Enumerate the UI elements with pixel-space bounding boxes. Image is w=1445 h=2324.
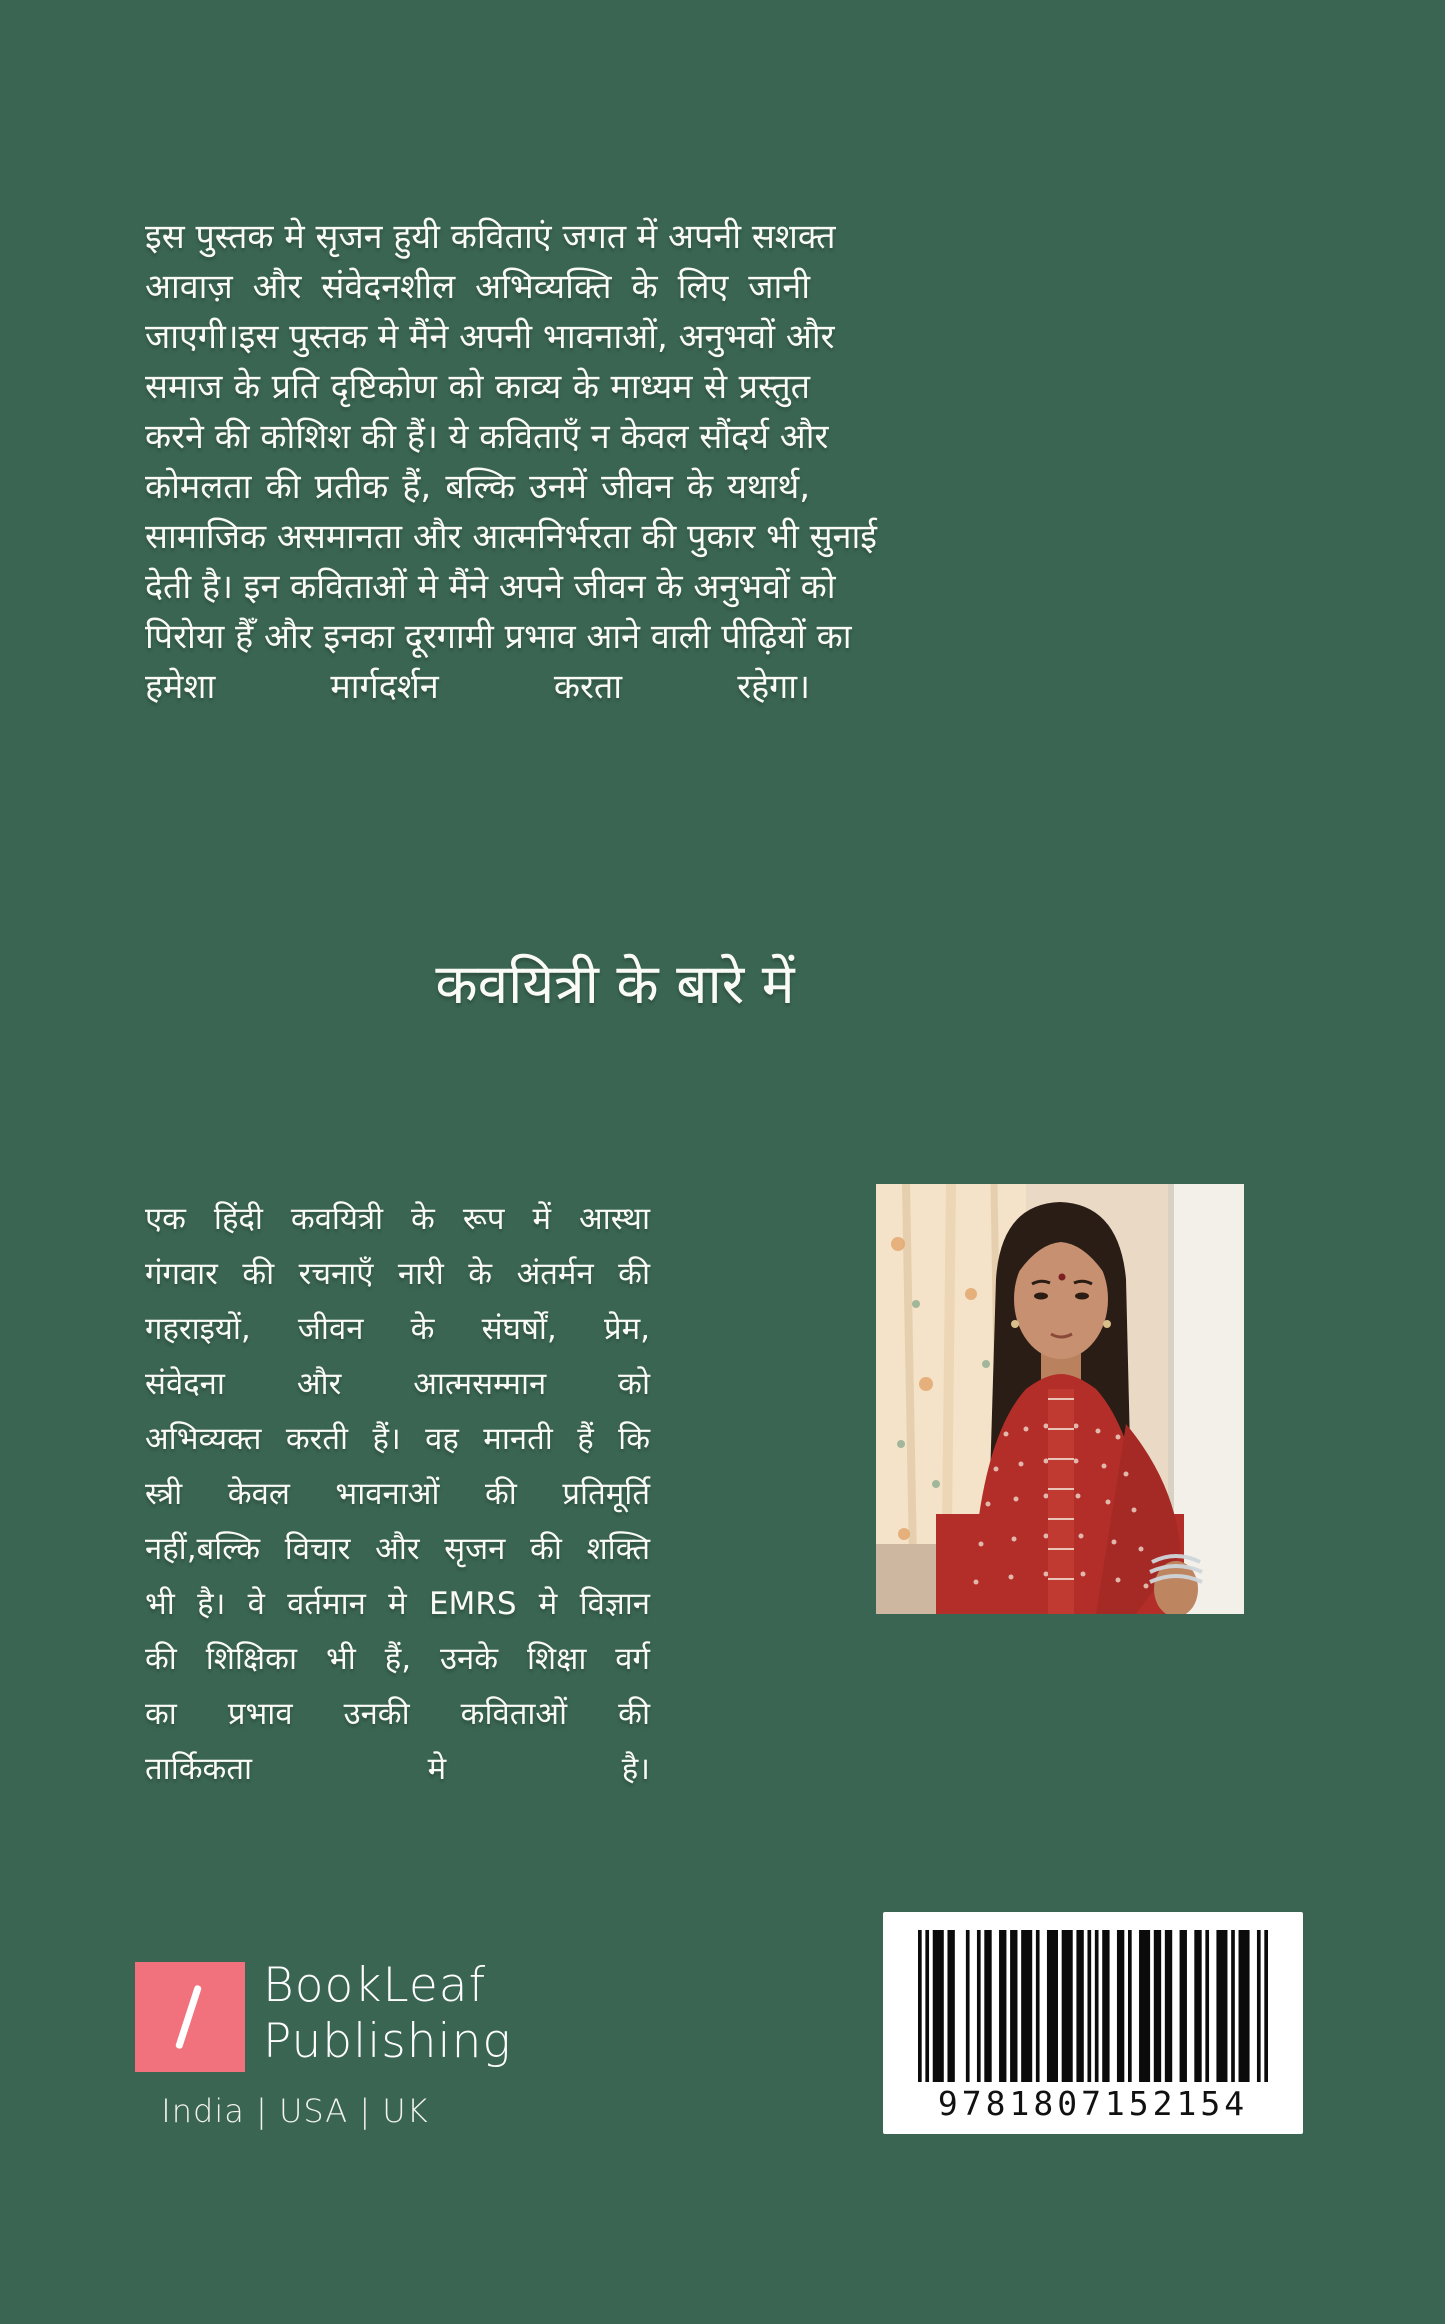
about-author-paragraph xyxy=(145,1192,650,1797)
author-photo-illustration xyxy=(876,1184,1244,1614)
author-photo xyxy=(876,1184,1244,1614)
slash-icon xyxy=(175,1985,202,2050)
text-line: देती है। इन कविताओं मे मैंने अपने जीवन के अनुभवों को xyxy=(145,567,836,607)
text-line: सामाजिक असमानता और आत्मनिर्भरता की पुकार भी सुनाई xyxy=(145,517,877,557)
intro-paragraph xyxy=(145,212,877,712)
text-line: जाएगी।इस पुस्तक मे मैंने अपनी भावनाओं, अनुभवों और xyxy=(145,317,835,357)
text-line: करने की कोशिश की हैं। ये कविताएँ न केवल सौंदर्य और xyxy=(145,417,829,457)
text-line: नहीं,बल्कि विचार और सृजन की शक्ति xyxy=(145,1531,650,1567)
text-line: एक हिंदी कवयित्री के रूप में आस्था xyxy=(145,1201,650,1237)
publisher-name xyxy=(263,1958,512,2070)
text-line: पिरोया हैँ और इनका दूरगामी प्रभाव आने वाली पीढ़ियों का xyxy=(145,617,852,657)
text-line: संवेदना और आत्मसम्मान को xyxy=(145,1366,650,1402)
text-line: भी है। वे वर्तमान मे EMRS मे विज्ञान xyxy=(145,1586,650,1622)
text-line: का प्रभाव उनकी कविताओं की xyxy=(145,1696,650,1732)
text-line: अभिव्यक्त करती हैं। वह मानती हैं कि xyxy=(145,1421,650,1457)
text-line: समाज के प्रति दृष्टिकोण को काव्य के माध्यम से प्रस्तुत xyxy=(145,367,810,407)
text-line: आवाज़ और संवेदनशील अभिव्यक्ति के लिए जानी xyxy=(145,267,810,307)
text-line: स्त्री केवल भावनाओं की प्रतिमूर्ति xyxy=(145,1476,650,1512)
publisher-name-line2: Publishing xyxy=(263,2014,512,2069)
text-line: गंगवार की रचनाएँ नारी के अंतर्मन की xyxy=(145,1256,650,1292)
publisher-logo xyxy=(135,1962,245,2072)
text-line: हमेशा मार्गदर्शन करता रहेगा। xyxy=(145,667,810,707)
isbn-number: 9781807152154 xyxy=(937,2084,1249,2123)
barcode-bars xyxy=(918,1930,1268,2082)
text-line: की शिक्षिका भी हैं, उनके शिक्षा वर्ग xyxy=(145,1641,650,1677)
publisher-regions: India | USA | UK xyxy=(161,2092,429,2130)
barcode xyxy=(883,1912,1303,2134)
about-author-heading: कवयित्री के बारे में xyxy=(435,952,795,1016)
text-line: कोमलता की प्रतीक हैं, बल्कि उनमें जीवन के यथार्थ, xyxy=(145,467,810,507)
text-line: तार्किकता मे है। xyxy=(145,1751,650,1787)
publisher-name-line1: BookLeaf xyxy=(263,1958,487,2013)
text-line: इस पुस्तक मे सृजन हुयी कविताएं जगत में अपनी सशक्त xyxy=(145,217,836,257)
text-line: गहराइयों, जीवन के संघर्षों, प्रेम, xyxy=(145,1311,650,1347)
